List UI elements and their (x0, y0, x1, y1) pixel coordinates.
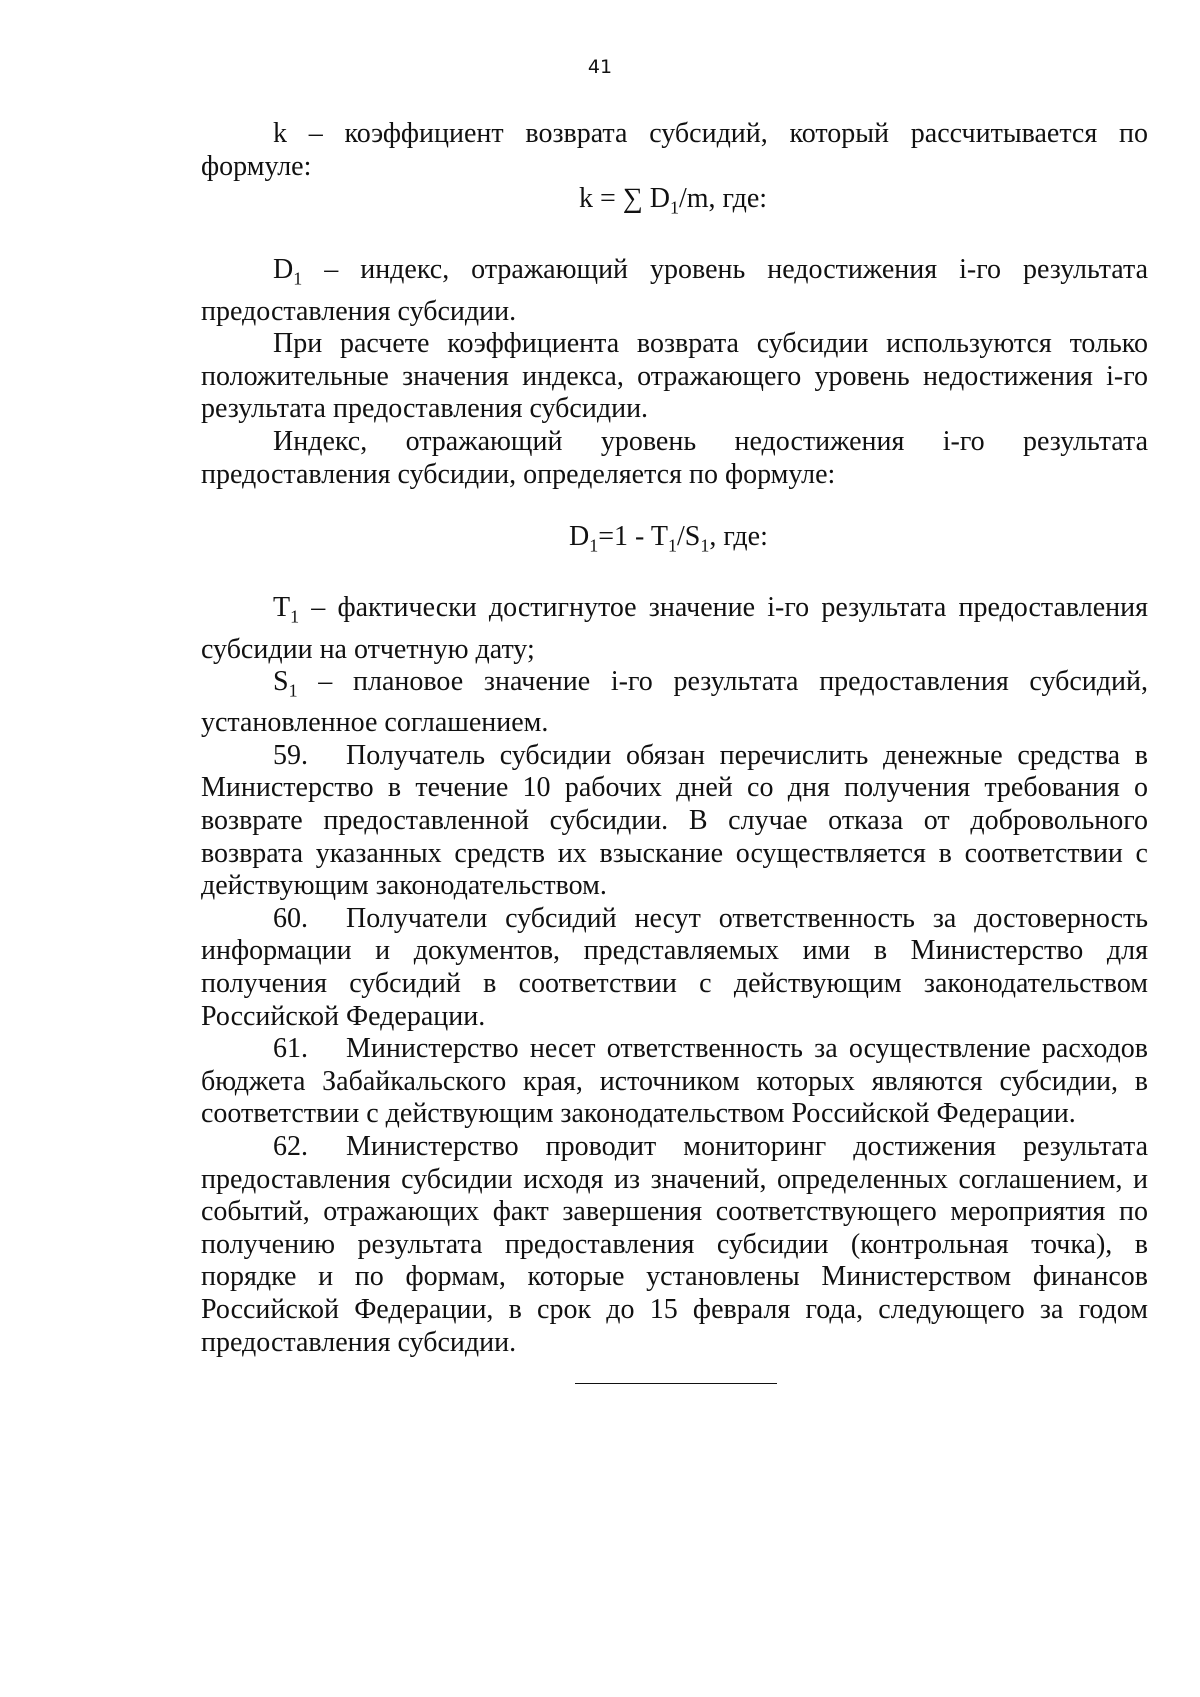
formula-k (201, 183, 1148, 224)
s-symbol: S (273, 666, 289, 698)
index-intro: Индекс, отражающий уровень недостижения i-го результата предоставления субсидии, определяется по формуле: (201, 425, 1148, 490)
formula-d-sub3: 1 (700, 535, 710, 556)
numbered-item-59 (201, 740, 1148, 903)
d-definition-text: – индекс, отражающий уровень недостижения i-го результата предоставления субсидии. (201, 254, 1148, 327)
formula-k-sub: 1 (669, 197, 679, 218)
end-separator-line (575, 1383, 777, 1384)
page-number: 41 (587, 56, 613, 78)
calculation-note: При расчете коэффициента возврата субсидии используются только положительные значения индекса, отражающего уровень недостижения i-го результата предоставления субсидии. (201, 328, 1148, 425)
document-body (201, 118, 1148, 1359)
formula-d-part4: , где: (709, 521, 768, 553)
s-definition (201, 666, 1148, 740)
t-symbol: T (273, 592, 291, 624)
item-number: 59. (273, 739, 308, 771)
item-number: 61. (273, 1033, 308, 1065)
s-subscript: 1 (288, 680, 298, 701)
d-symbol: D (273, 254, 294, 286)
formula-d-part1: D (569, 521, 590, 553)
d-definition (201, 254, 1148, 328)
item-number: 60. (273, 902, 308, 934)
s-definition-text: – плановое значение i-го результата предоставления субсидий, установленное соглашением. (201, 666, 1148, 739)
item-text: Получатель субсидии обязан перечислить денежные средства в Министерство в течение 10 рабочих дней со дня получения требования о возврате предоставленной субсидии. В случае отказа от добровольного возврата указанных средств их взыскание осуществляется в соответствии с действующим законодательством. (201, 739, 1148, 902)
formula-k-pre: k = ∑ D (579, 183, 670, 215)
numbered-item-60 (201, 903, 1148, 1033)
t-subscript: 1 (290, 606, 300, 627)
d-subscript: 1 (293, 268, 303, 289)
item-text: Получатели субсидий несут ответственность за достоверность информации и документов, представляемых ими в Министерство для получения субсидий в соответствии с действующим законодательством Российской Федерации. (201, 902, 1148, 1032)
t-definition (201, 592, 1148, 666)
formula-d-part2: =1 - T (598, 521, 668, 553)
formula-k-post: /m, где: (678, 183, 768, 215)
t-definition-text: – фактически достигнутое значение i-го результата предоставления субсидии на отчетную дату; (201, 592, 1148, 665)
k-definition: k – коэффициент возврата субсидий, который рассчитывается по формуле: (201, 118, 1148, 182)
formula-d-sub1: 1 (589, 535, 599, 556)
item-number: 62. (273, 1131, 308, 1162)
formula-d-part3: /S (676, 521, 701, 553)
formula-d (201, 521, 1148, 562)
item-text: Министерство несет ответственность за осуществление расходов бюджета Забайкальского края, источником которых являются субсидии, в соответствии с действующим законодательством Российской Федерации. (201, 1033, 1148, 1130)
formula-d-sub2: 1 (667, 535, 677, 556)
item-text: Министерство проводит мониторинг достижения результата предоставления субсидии исходя из значений, определенных соглашением, и событий, отражающих факт завершения соответствующего мероприятия по получению результата предоставления субсидии (контрольная точка), в порядке и по формам, которые установлены Министерством финансов Российской Федерации, в срок до 15 февраля года, следующего за годом предоставления субсидии. (201, 1131, 1148, 1358)
numbered-item-61 (201, 1033, 1148, 1131)
numbered-item-62 (201, 1131, 1148, 1359)
